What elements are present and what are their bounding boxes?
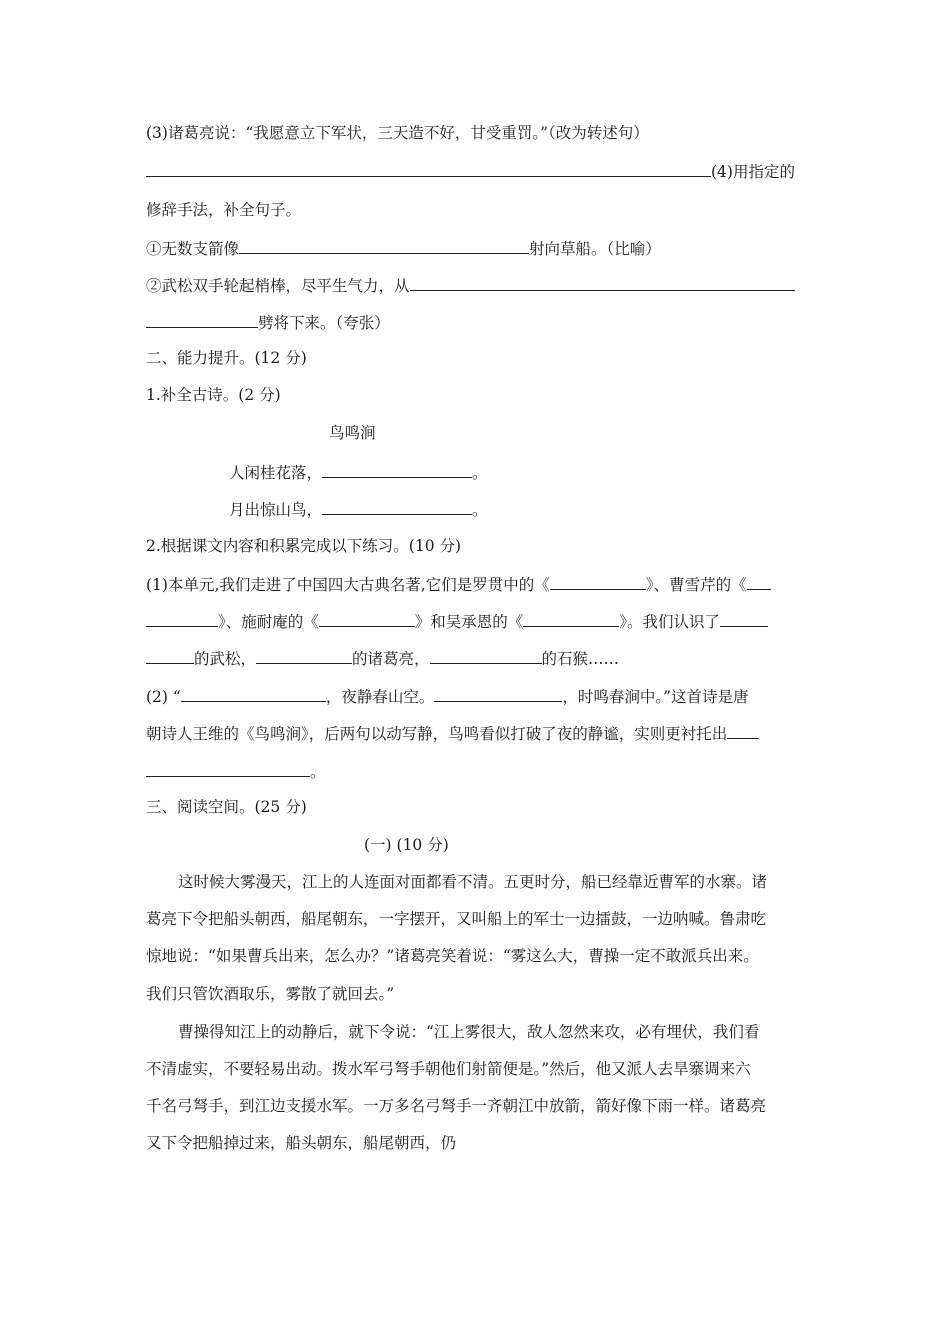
poem-line-2: 月出惊山鸟， 。: [229, 498, 488, 520]
reading-paragraph-2-line: 千名弓弩手，到江边支援水军。一万多名弓弩手一齐朝江中放箭，箭好像下雨一样。诸葛亮: [146, 1097, 767, 1115]
answer-blank[interactable]: [322, 498, 472, 515]
answer-blank[interactable]: [146, 610, 218, 627]
question-4-item-1: ①无数支箭像 射向草船。（比喻）: [146, 237, 661, 259]
answer-blank[interactable]: [319, 610, 415, 627]
question-3-prompt: (3)诸葛亮说：“我愿意立下军状，三天造不好，甘受重罚。”（改为转述句）: [146, 124, 649, 142]
answer-blank[interactable]: [727, 722, 759, 739]
reading-paragraph-2-line: 曹操得知江上的动静后，就下令说：“江上雾很大，敌人忽然来攻，必有埋伏，我们看: [178, 1023, 760, 1041]
answer-blank[interactable]: [146, 311, 258, 328]
reading-subheading: (一) (10 分): [364, 836, 449, 854]
reading-paragraph-1-line: 这时候大雾漫天，江上的人连面对面都看不清。五更时分，船已经靠近曹军的水寨。诸: [178, 873, 768, 891]
answer-blank[interactable]: [410, 274, 795, 291]
question-2-1-line-2: 》、施耐庵的《 》和吴承恩的《 》。我们认识了: [146, 610, 768, 632]
section-2-heading: 二、能力提升。(12 分): [146, 349, 307, 367]
question-2-2-line-1: (2) “ ，夜静春山空。 ，时鸣春涧中。”这首诗是唐: [146, 685, 749, 707]
section-2-question-2: 2.根据课文内容和积累完成以下练习。(10 分): [146, 537, 462, 555]
question-2-2-line-3: 。: [146, 760, 326, 782]
reading-paragraph-1-line: 葛亮下令把船头朝西，船尾朝东，一字摆开，又叫船上的军士一边擂鼓，一边呐喊。鲁肃吃: [146, 910, 767, 928]
section-2-question-1: 1.补全古诗。(2 分): [146, 386, 281, 404]
answer-blank[interactable]: [181, 685, 326, 702]
section-3-heading: 三、阅读空间。(25 分): [146, 798, 307, 816]
question-4-item-2-cont: 劈将下来。（夸张）: [146, 311, 390, 333]
poem-title: 鸟鸣涧: [329, 424, 376, 442]
answer-blank[interactable]: [720, 610, 768, 627]
answer-blank[interactable]: [239, 237, 529, 254]
question-4-prompt: 修辞手法，补全句子。: [146, 201, 302, 219]
reading-paragraph-1-line: 惊地说：“如果曹兵出来，怎么办？”诸葛亮笑着说：“雾这么大，曹操一定不敢派兵出来。: [146, 947, 759, 965]
reading-paragraph-2-line: 又下令把船掉过来，船头朝东，船尾朝西，仍: [146, 1134, 457, 1152]
answer-blank[interactable]: [430, 647, 542, 664]
answer-blank[interactable]: [146, 760, 310, 777]
question-2-2-line-2: 朝诗人王维的《鸟鸣涧》，后两句以动写静，鸟鸣看似打破了夜的静谧，实则更衬托出: [146, 722, 759, 744]
question-2-1-line-1: (1)本单元,我们走进了中国四大古典名著,它们是罗贯中的《 》、曹雪芹的《: [146, 573, 771, 595]
answer-blank[interactable]: [747, 573, 771, 590]
reading-paragraph-1-line: 我们只管饮酒取乐，雾散了就回去。”: [146, 985, 395, 1003]
poem-line-1: 人闲桂花落， 。: [229, 461, 488, 483]
answer-blank[interactable]: [523, 610, 619, 627]
reading-paragraph-2-line: 不清虚实，不要轻易出动。拨水军弓弩手朝他们射箭便是。”然后，他又派人去旱寨调来六: [146, 1060, 751, 1078]
answer-blank[interactable]: [322, 461, 472, 478]
answer-blank[interactable]: [256, 647, 352, 664]
question-3-answer-line: (4)用指定的: [146, 160, 795, 182]
answer-blank[interactable]: [550, 573, 646, 590]
answer-blank[interactable]: [434, 685, 562, 702]
question-4-item-2: ②武松双手轮起梢棒，尽平生气力，从: [146, 274, 795, 296]
answer-blank[interactable]: [146, 160, 711, 177]
question-2-1-line-3: 的武松， 的诸葛亮， 的石猴……: [146, 647, 619, 669]
answer-blank[interactable]: [146, 647, 194, 664]
